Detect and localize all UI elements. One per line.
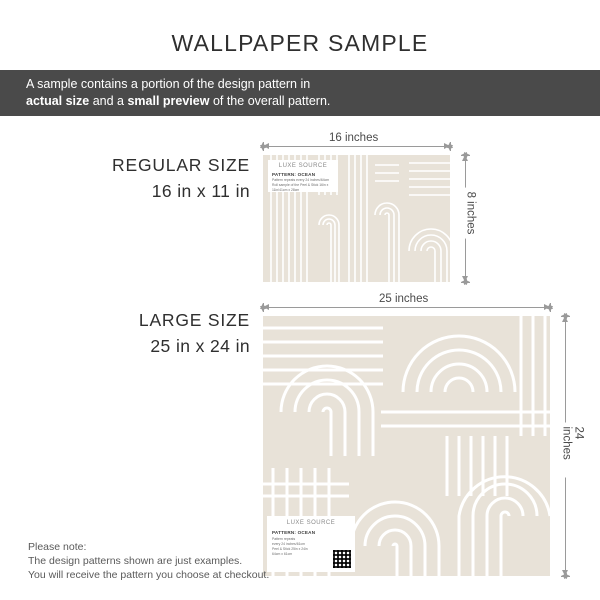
large-height-tick-top xyxy=(561,316,570,317)
large-sample-label-card xyxy=(267,516,355,572)
footer-note xyxy=(28,540,269,582)
large-sample-swatch xyxy=(263,316,550,576)
footer-note-line2: The design patterns shown are just examples. xyxy=(28,555,243,567)
regular-width-dimension-line xyxy=(263,146,450,147)
large-card-note-4: 64cm x 61cm xyxy=(272,552,293,556)
regular-sample-swatch xyxy=(263,155,450,282)
info-banner-text xyxy=(0,76,330,110)
banner-text-part1: A sample contains a portion of the design pattern in xyxy=(26,77,311,91)
large-size-dims: 25 in x 24 in xyxy=(150,336,250,356)
regular-width-tick-right xyxy=(450,142,451,151)
card-note-1: Pattern repeats every 24 inches/64cm xyxy=(272,178,330,182)
card-pattern-title: PATTERN: OCEAN xyxy=(272,172,316,177)
large-card-pattern-title: PATTERN: OCEAN xyxy=(272,530,316,535)
banner-bold-actual-size: actual size xyxy=(26,94,90,108)
large-height-tick-bottom xyxy=(561,576,570,577)
large-width-tick-right xyxy=(550,303,551,312)
large-card-note-2: every 24 inches/61cm xyxy=(272,542,305,546)
regular-height-tick-bottom xyxy=(461,282,470,283)
regular-width-tick-left xyxy=(263,142,264,151)
large-height-label: 24 inches xyxy=(561,423,585,478)
regular-size-name: REGULAR SIZE xyxy=(112,155,250,175)
regular-size-dims: 16 in x 11 in xyxy=(151,181,250,201)
large-width-label: 25 inches xyxy=(375,293,432,305)
banner-bold-small-preview: small preview xyxy=(127,94,210,108)
banner-text-part2: of the overall pattern. xyxy=(209,94,331,108)
footer-note-line3: You will receive the pattern you choose at checkout. xyxy=(28,569,270,581)
brand-logo: LUXE SOURCE xyxy=(278,163,328,169)
large-width-dimension-line xyxy=(263,307,550,308)
footer-note-line1: Please note: xyxy=(28,541,87,553)
regular-sample-label-card xyxy=(268,160,338,192)
info-banner xyxy=(0,70,600,116)
page-title: WALLPAPER SAMPLE xyxy=(171,30,429,56)
large-card-note-1: Pattern repeats xyxy=(272,537,296,541)
card-note-2: Roll sample of the Peel & Stick 16in x 11in/41cm x 28cm xyxy=(272,183,329,192)
regular-height-tick-top xyxy=(461,155,470,156)
regular-size-label xyxy=(60,155,250,202)
banner-text-mid: and a xyxy=(89,94,128,108)
regular-width-label: 16 inches xyxy=(325,132,382,144)
large-card-note-3: Peel & Stick 25in x 24in xyxy=(272,547,308,551)
large-size-label xyxy=(60,310,250,357)
regular-height-label: 8 inches xyxy=(464,188,476,239)
qr-code xyxy=(333,550,351,568)
large-size-name: LARGE SIZE xyxy=(138,310,250,330)
brand-logo-large: LUXE SOURCE xyxy=(286,520,336,526)
large-width-tick-left xyxy=(263,303,264,312)
